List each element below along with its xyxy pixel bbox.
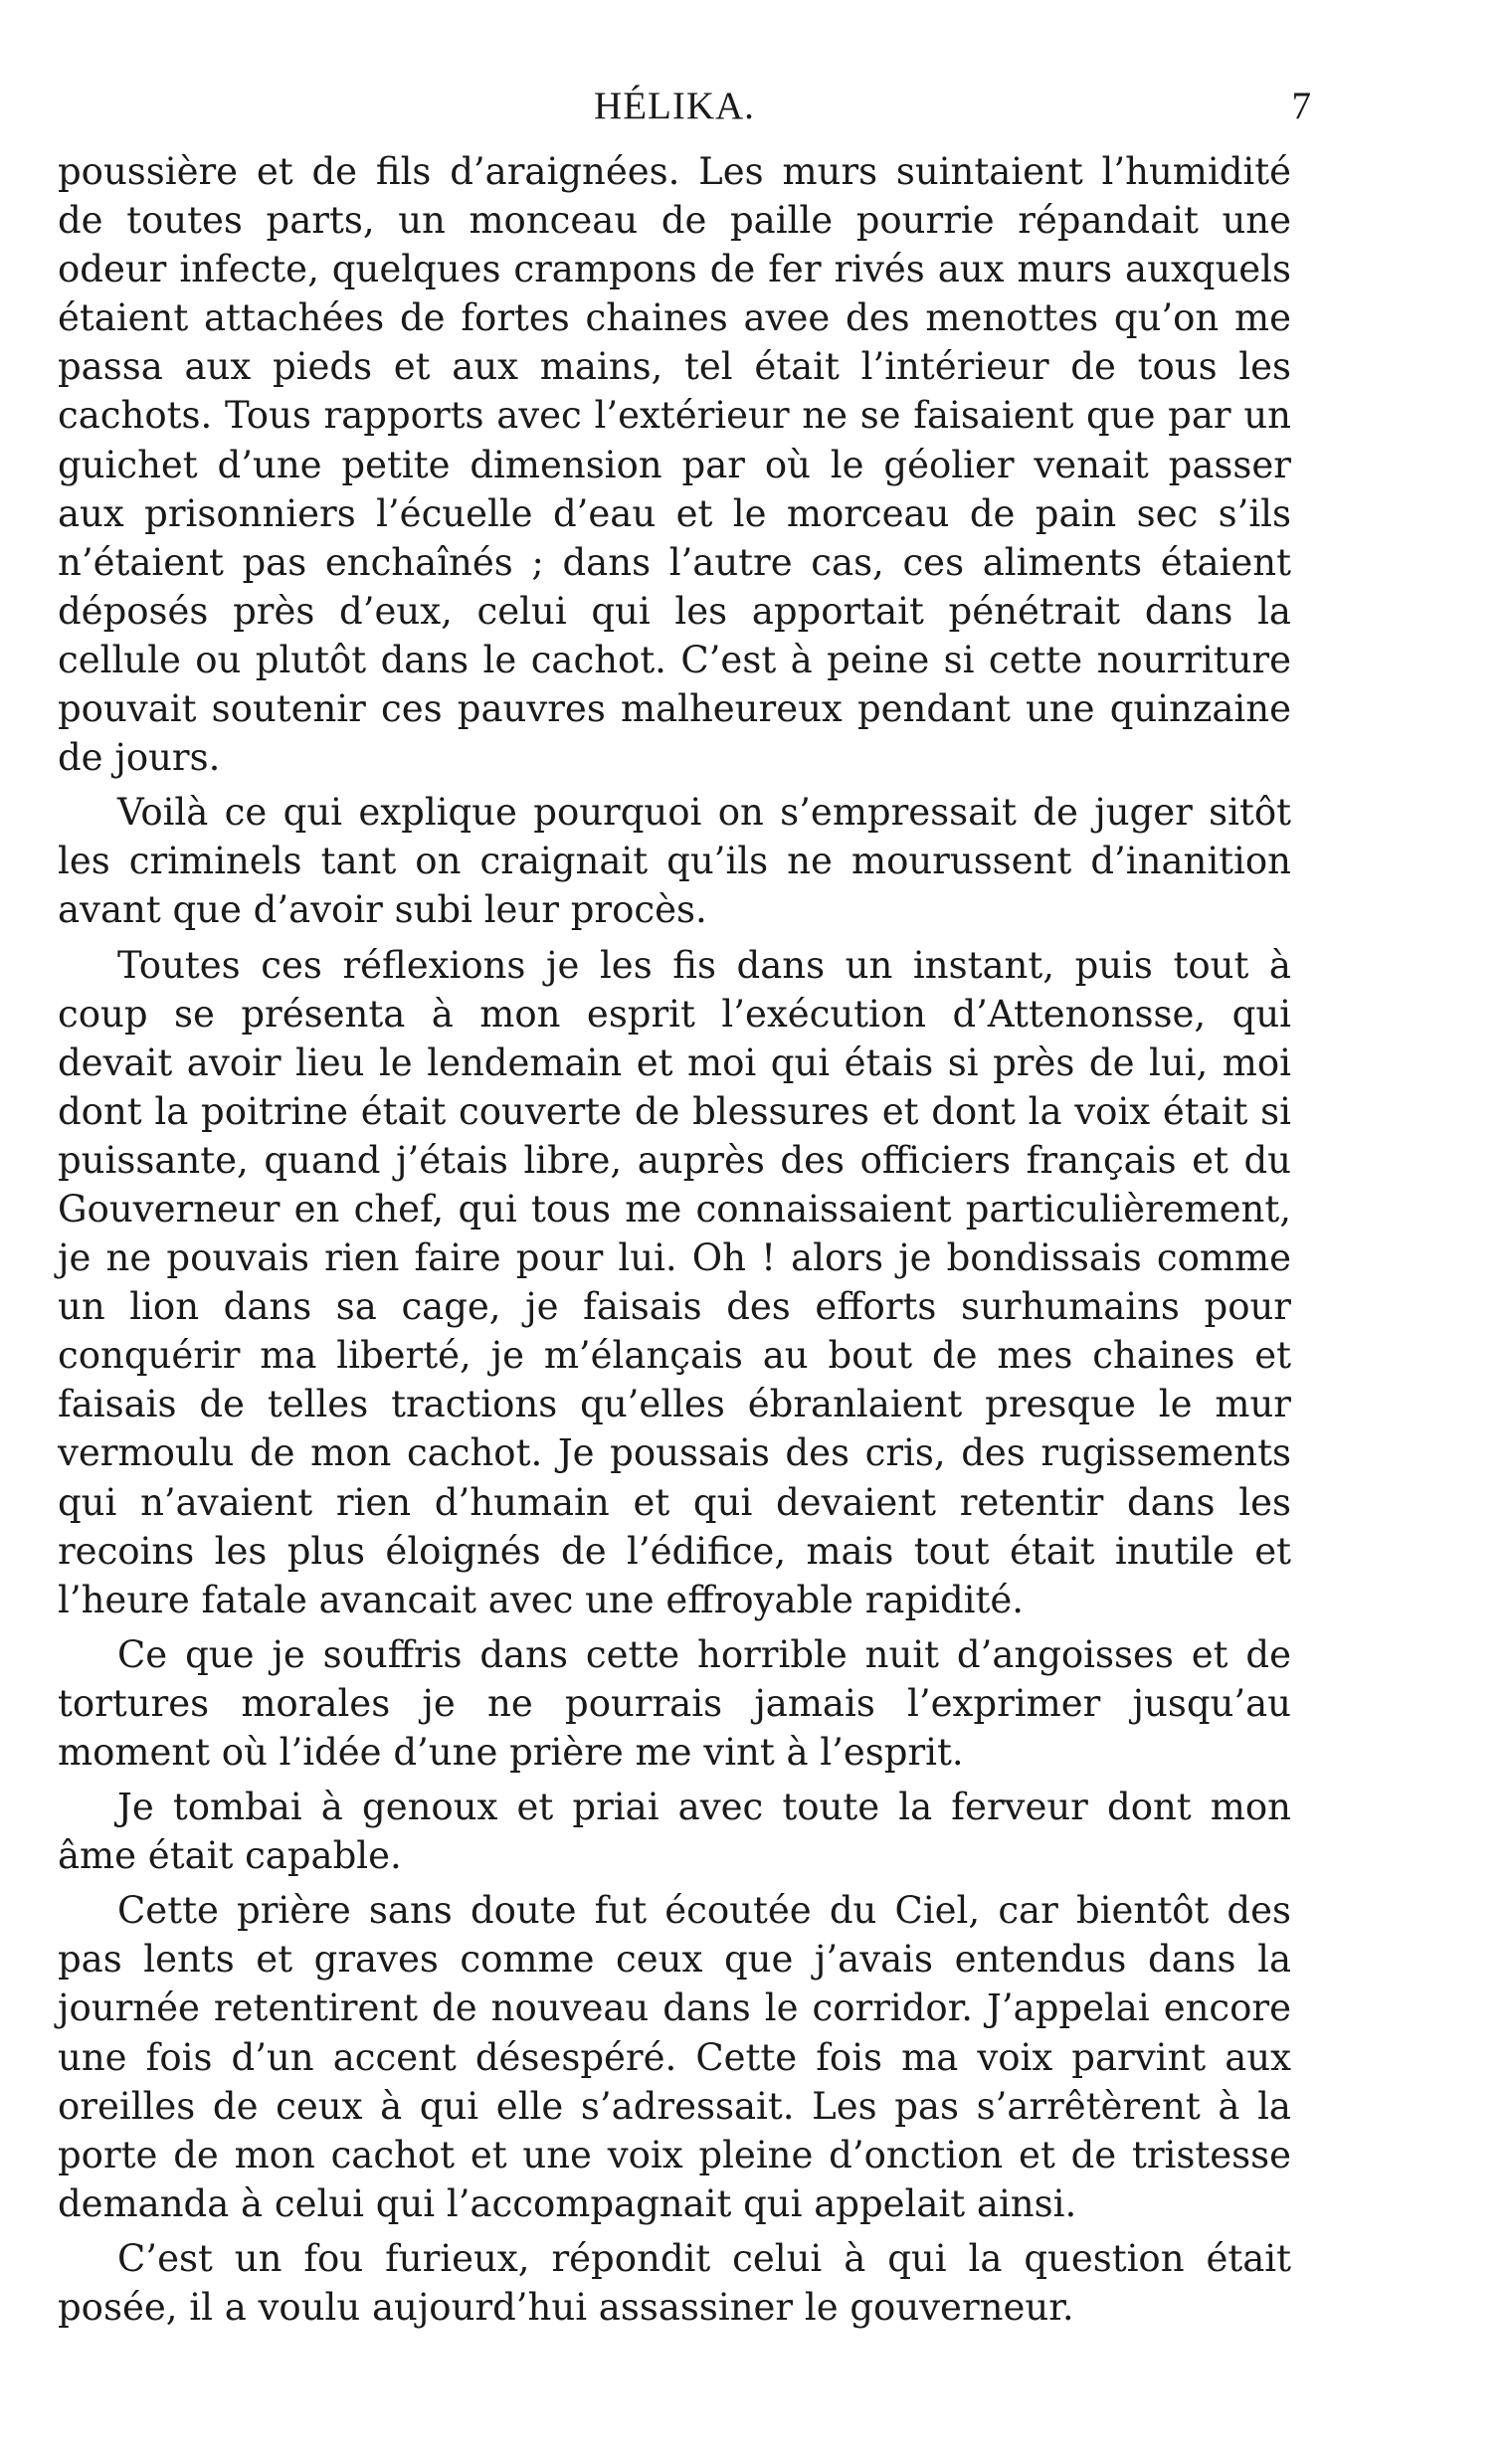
- page-number: 7: [1291, 85, 1311, 127]
- page-header: [58, 70, 1311, 139]
- running-title: HÉLIKA.: [594, 85, 755, 127]
- paragraph: Cette prière sans doute fut écoutée du Ciel, car bientôt des pas lents et graves comme ceux que j’avais entendus dans la journée retentirent de nouveau dans le corridor. J’appelai encore une fois d’un accent désespéré. Cette fois ma voix parvint aux oreilles de ceux à qui elle s’adressait. Les pas s’arrêtèrent à la porte de mon cachot et une voix pleine d’onction et de tristesse demanda à celui qui l’accompagnait qui appelait ainsi.: [58, 1889, 1291, 2225]
- paragraph: C’est un fou furieux, répondit celui à qui la question était posée, il a voulu aujourd’hui assassiner le gouverneur.: [58, 2236, 1291, 2330]
- paragraph: Je tombai à genoux et priai avec toute la ferveur dont mon âme était capable.: [58, 1786, 1291, 1878]
- body-text: [58, 147, 1291, 2332]
- paragraph: Toutes ces réflexions je les fis dans un instant, puis tout à coup se présenta à mon esprit l’exécution d’Attenonsse, qui devait avoir lieu le lendemain et moi qui étais si près de lui, moi dont la poitrine était couverte de blessures et dont la voix était si puissante, quand j’étais libre, auprès des officiers français et du Gouverneur en chef, qui tous me connaissaient particulièrement, je ne pouvais rien faire pour lui. Oh ! alors je bondissais comme un lion dans sa cage, je faisais des efforts surhumains pour conquérir ma liberté, je m’élançais au bout de mes chaines et faisais de telles tractions qu’elles ébranlaient presque le mur vermoulu de mon cachot. Je poussais des cris, des rugissements qui n’avaient rien d’humain et qui devaient retentir dans les recoins les plus éloignés de l’édifice, mais tout était inutile et l’heure fatale avancait avec une effroyable rapidité.: [58, 943, 1291, 1621]
- paragraph-continuation: poussière et de fils d’araignées. Les murs suintaient l’humidité de toutes parts, un monceau de paille pourrie répandait une odeur infecte, quelques crampons de fer rivés aux murs auxquels étaient attachées de fortes chaines avee des menottes qu’on me passa aux pieds et aux mains, tel était l’intérieur de tous les cachots. Tous rapports avec l’extérieur ne se faisaient que par un guichet d’une petite dimension par où le géolier venait passer aux prisonniers l’écuelle d’eau et le morceau de pain sec s’ils n’étaient pas enchaînés ; dans l’autre cas, ces aliments étaient déposés près d’eux, celui qui les apportait pénétrait dans la cellule ou plutôt dans le cachot. C’est à peine si cette nourriture pouvait soutenir ces pauvres malheureux pendant une quinzaine de jours.: [58, 150, 1291, 780]
- book-page: [58, 70, 1311, 2332]
- paragraph: Voilà ce qui explique pourquoi on s’empressait de juger sitôt les criminels tant on craignait qu’ils ne mourussent d’inanition avant que d’avoir subi leur procès.: [58, 791, 1291, 932]
- paragraph: Ce que je souffris dans cette horrible nuit d’angoisses et de tortures morales je ne pourrais jamais l’exprimer jusqu’au moment où l’idée d’une prière me vint à l’esprit.: [58, 1632, 1291, 1774]
